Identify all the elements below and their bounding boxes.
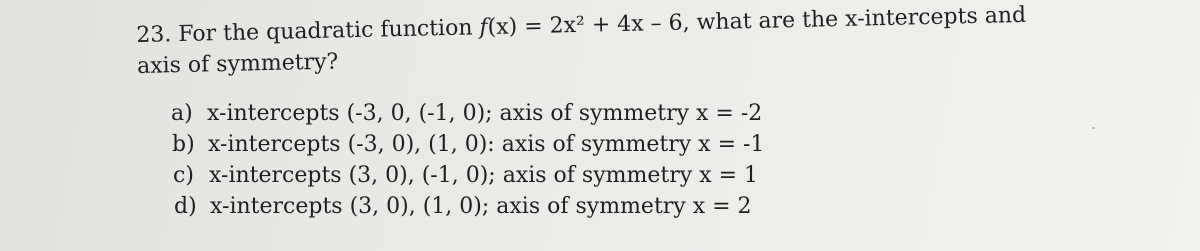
option-text: x-intercepts (3, 0), (1, 0); axis of symmetry x = 2	[210, 194, 752, 219]
option-letter: b)	[172, 132, 195, 157]
option-c[interactable]	[173, 160, 1073, 191]
question-stem	[136, 0, 1187, 82]
question-line-2: axis of symmetry?	[136, 49, 339, 79]
option-d[interactable]	[174, 191, 1074, 222]
option-a[interactable]	[171, 98, 1071, 129]
question-equation: = 2x² + 4x – 6, what are the x-intercepts and	[516, 2, 1027, 40]
option-letter: a)	[171, 101, 193, 126]
answer-options	[171, 98, 1071, 222]
option-letter: c)	[173, 163, 194, 188]
function-argument: (x)	[487, 14, 518, 41]
option-text: x-intercepts (3, 0), (-1, 0); axis of symmetry x = 1	[209, 163, 758, 188]
question-prefix: For the quadratic function	[178, 15, 480, 48]
question-number: 23.	[136, 22, 172, 48]
option-text: x-intercepts (-3, 0, (-1, 0); axis of symmetry x = -2	[207, 101, 763, 126]
function-name: f	[479, 15, 488, 41]
option-text: x-intercepts (-3, 0), (1, 0): axis of symmetry x = -1	[208, 132, 765, 157]
option-b[interactable]	[172, 129, 1072, 160]
option-letter: d)	[174, 194, 197, 219]
paper-speck	[1092, 127, 1095, 129]
